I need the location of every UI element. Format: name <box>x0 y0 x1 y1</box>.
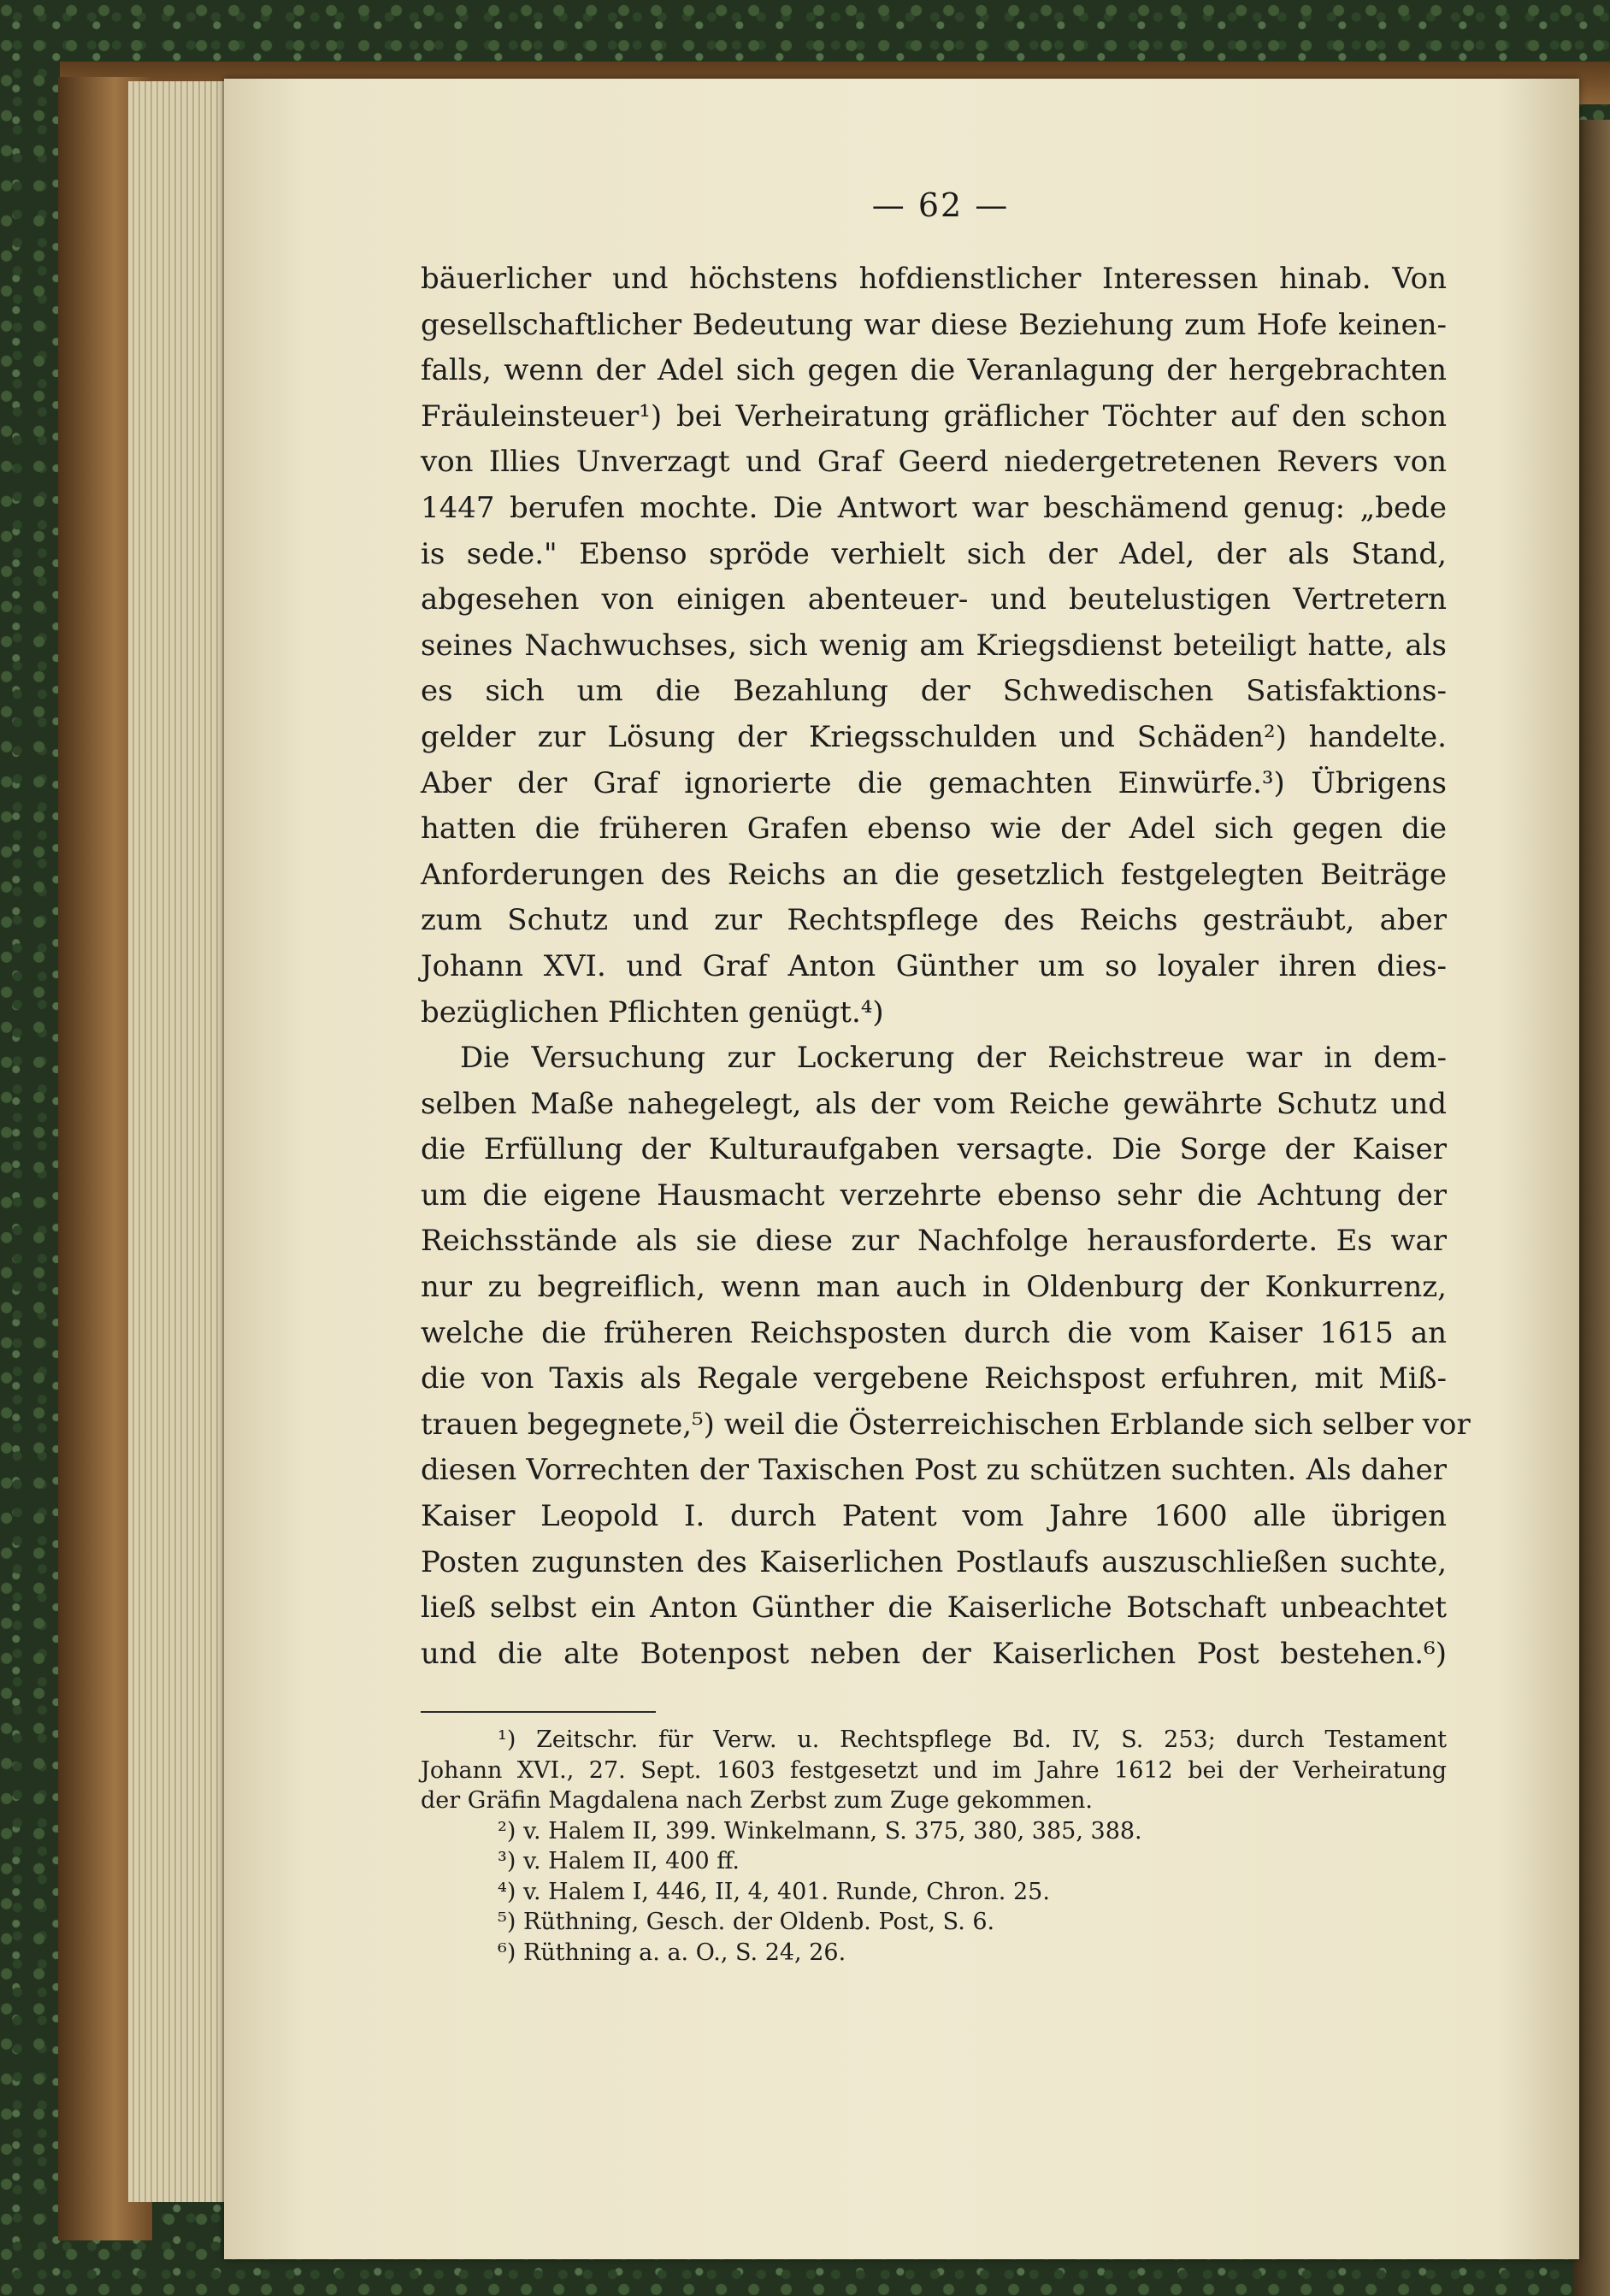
text-line: Kaiser Leopold I. durch Patent vom Jahre 1600 alle übrigen <box>421 1499 1447 1534</box>
text-line: welche die früheren Reichsposten durch die vom Kaiser 1615 an <box>421 1315 1447 1350</box>
text-line: Reichsstände als sie diese zur Nachfolge herausforderte. Es war <box>421 1224 1447 1259</box>
text-line: von Illies Unverzagt und Graf Geerd niedergetretenen Revers von <box>421 445 1447 480</box>
text-line: Posten zugunsten des Kaiserlichen Postlaufs auszuschließen suchte, <box>421 1544 1447 1579</box>
footnote-line: ¹) Zeitschr. für Verw. u. Rechtspflege Bd. IV, S. 253; durch Testament <box>498 1726 1447 1753</box>
text-line: und die alte Botenpost neben der Kaiserlichen Post bestehen.⁶) <box>421 1636 1447 1671</box>
text-line: gelder zur Lösung der Kriegsschulden und Schäden²) handelte. <box>421 719 1447 754</box>
text-line: selben Maße nahegelegt, als der vom Reiche gewährte Schutz und <box>421 1086 1447 1121</box>
text-line: es sich um die Bezahlung der Schwedischen Satisfaktions- <box>421 674 1447 709</box>
footnote-line: ⁵) Rüthning, Gesch. der Oldenb. Post, S. 6. <box>498 1909 995 1935</box>
footnote-line: ²) v. Halem II, 399. Winkelmann, S. 375, 380, 385, 388. <box>498 1817 1142 1844</box>
footnote-line: ³) v. Halem II, 400 ff. <box>498 1848 740 1874</box>
text-line: gesellschaftlicher Bedeutung war diese Beziehung zum Hofe keinen- <box>421 307 1447 342</box>
text-line: 1447 berufen mochte. Die Antwort war beschämend genug: „bede <box>421 490 1447 525</box>
text-line: um die eigene Hausmacht verzehrte ebenso sehr die Achtung der <box>421 1178 1447 1213</box>
text-line: abgesehen von einigen abenteuer- und beutelustigen Vertretern <box>421 582 1447 617</box>
text-line: trauen begegnete,⁵) weil die Österreichischen Erblande sich selber vor <box>421 1407 1471 1442</box>
page-stack-edges <box>128 81 231 2202</box>
text-line: seines Nachwuchses, sich wenig am Kriegsdienst beteiligt hatte, als <box>421 628 1447 663</box>
footnote-line: ⁶) Rüthning a. a. O., S. 24, 26. <box>498 1939 846 1966</box>
footnote-line: ⁴) v. Halem I, 446, II, 4, 401. Runde, Chron. 25. <box>498 1878 1050 1905</box>
page-number: — 62 — <box>871 186 1010 224</box>
footnotes <box>421 1725 1447 1968</box>
text-line: falls, wenn der Adel sich gegen die Veranlagung der hergebrachten <box>421 353 1447 388</box>
footnote-line: der Gräfin Magdalena nach Zerbst zum Zuge gekommen. <box>421 1787 1094 1814</box>
text-line: die von Taxis als Regale vergebene Reichspost erfuhren, mit Miß- <box>421 1361 1447 1396</box>
text-line: Johann XVI. und Graf Anton Günther um so loyaler ihren dies- <box>421 948 1447 983</box>
footnote-line: Johann XVI., 27. Sept. 1603 festgesetzt und im Jahre 1612 bei der Verheiratung <box>421 1756 1447 1784</box>
text-line: Anforderungen des Reichs an die gesetzlich festgelegten Beiträge <box>421 857 1447 892</box>
text-line: die Erfüllung der Kulturaufgaben versagte. Die Sorge der Kaiser <box>421 1132 1447 1167</box>
footnote-divider <box>421 1711 656 1713</box>
text-line: is sede." Ebenso spröde verhielt sich der Adel, der als Stand, <box>421 536 1447 571</box>
text-line: nur zu begreiflich, wenn man auch in Oldenburg der Konkurrenz, <box>421 1270 1447 1305</box>
paragraph-start-line: Die Versuchung zur Lockerung der Reichstreue war in dem- <box>460 1041 1447 1076</box>
text-line: hatten die früheren Grafen ebenso wie der Adel sich gegen die <box>421 812 1447 847</box>
text-line: diesen Vorrechten der Taxischen Post zu schützen suchten. Als daher <box>421 1453 1447 1488</box>
text-line: bezüglichen Pflichten genügt.⁴) <box>421 995 884 1030</box>
text-line: ließ selbst ein Anton Günther die Kaiserliche Botschaft unbeachtet <box>421 1591 1447 1626</box>
text-line: Fräuleinsteuer¹) bei Verheiratung gräflicher Töchter auf den schon <box>421 398 1447 434</box>
text-line: zum Schutz und zur Rechtspflege des Reichs gesträubt, aber <box>421 903 1447 938</box>
body-text <box>421 257 1471 1677</box>
text-line: Aber der Graf ignorierte die gemachten Einwürfe.³) Übrigens <box>421 765 1447 800</box>
text-line: bäuerlicher und höchstens hofdienstlicher Interessen hinab. Von <box>421 262 1447 296</box>
